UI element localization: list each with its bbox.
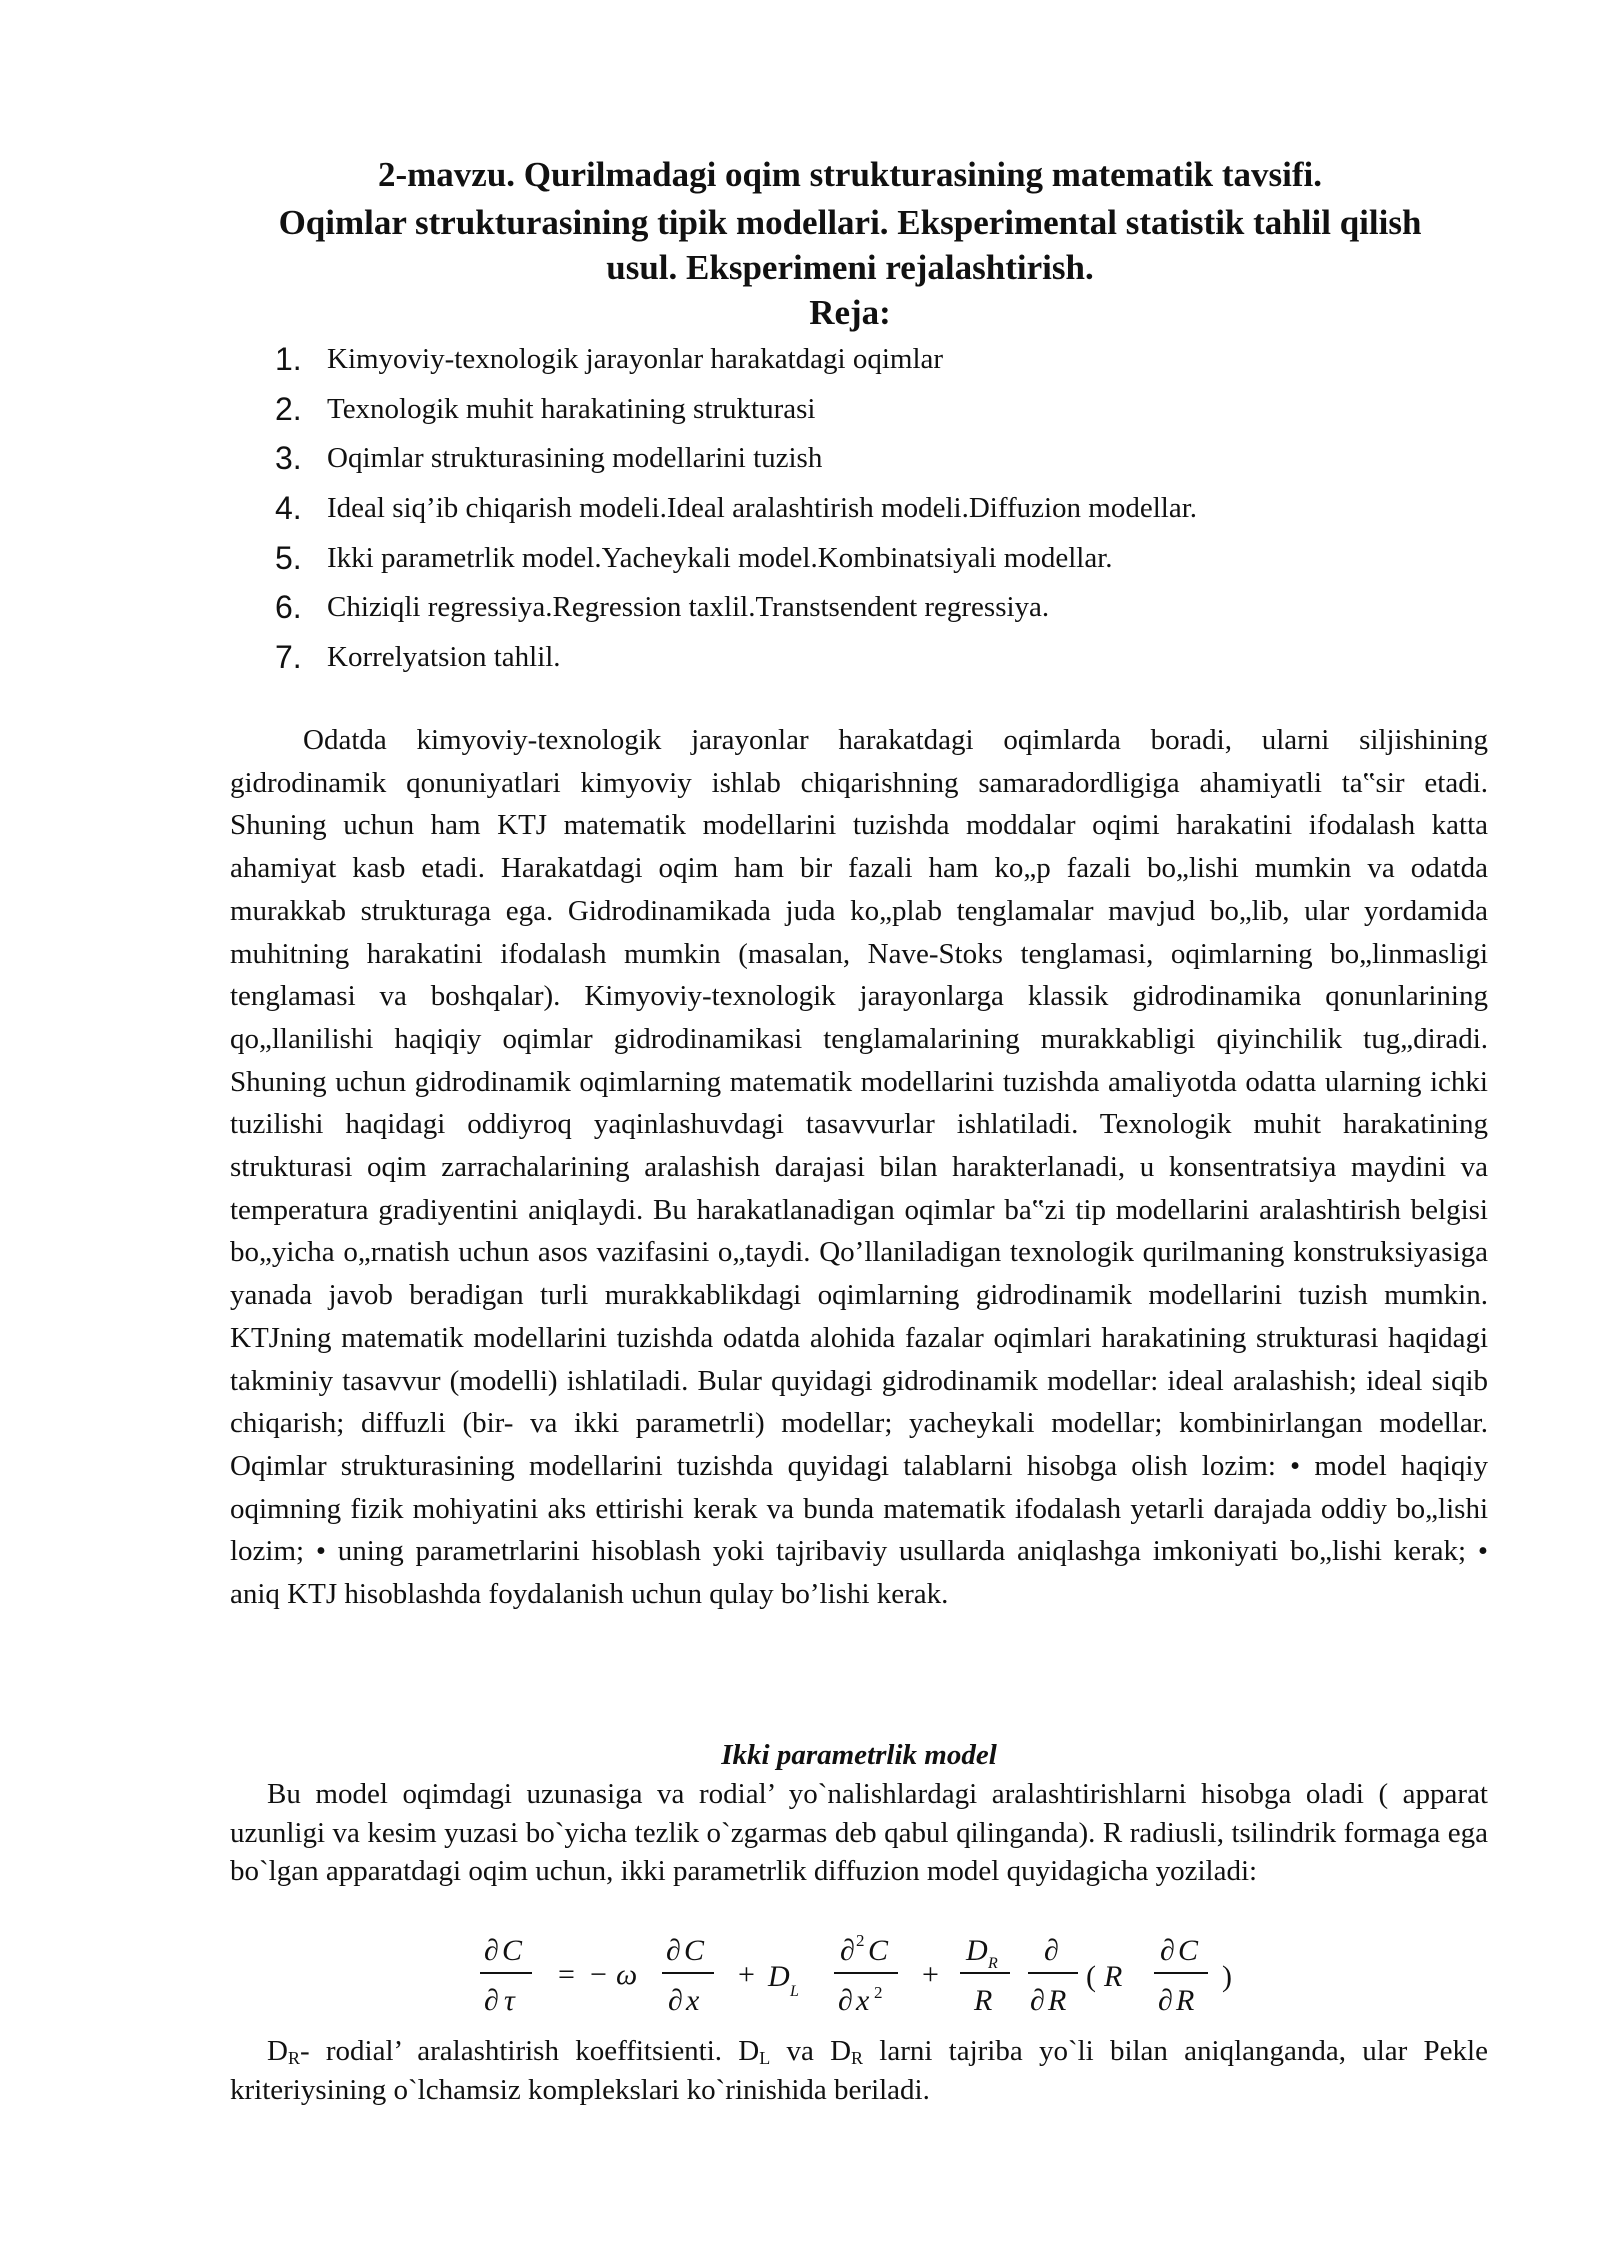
formula-plus: +: [922, 1958, 939, 1991]
subscript-l: L: [759, 2048, 771, 2068]
symbol-d: D: [267, 2035, 288, 2067]
formula-partial: ∂: [838, 1984, 853, 2017]
title-line-3: usul. Eksperimeni rejalashtirish.: [606, 248, 1094, 287]
formula-r: R: [1048, 1984, 1067, 2017]
section-heading: Ikki parametrlik model: [721, 1739, 997, 1771]
formula-lparen: (: [1086, 1960, 1096, 1993]
formula-x: x: [686, 1984, 700, 2017]
formula-plus: +: [738, 1958, 755, 1991]
formula-tau: τ: [504, 1984, 515, 2017]
formula-omega: ω: [616, 1958, 638, 1991]
final-paragraph: [230, 2032, 1488, 2109]
formula-x: x: [856, 1984, 870, 2017]
title-line-1: 2-mavzu. Qurilmadagi oqim strukturasining matematik tavsifi.: [377, 155, 1323, 194]
plan-item-number: 3.: [275, 440, 302, 477]
formula-partial: ∂: [1044, 1934, 1059, 1967]
formula-r: R: [1176, 1984, 1195, 2017]
formula-equals: =: [558, 1958, 575, 1991]
formula-c: C: [502, 1934, 523, 1967]
formula-partial: ∂: [484, 1934, 499, 1967]
title-line-2: Oqimlar strukturasining tipik modellari. Eksperimental statistik tahlil qilish: [278, 203, 1422, 242]
main-paragraph: Odatda kimyoviy-texnologik jarayonlar harakatdagi oqimlarda boradi, ularni siljishining gidrodinamik qonuniyatlari kimyoviy ishlab chiqarishning samaradordligiga ahamiyatli ta‟sir etadi. Shuning uchun ham KTJ matematik modellarini tuzishda moddalar oqimi harakatini ifodalash katta ahamiyat kasb etadi. Harakatdagi oqim ham bir fazali ham ko„p fazali bo„lishi mumkin va odatda murakkab strukturaga ega. Gidrodinamikada juda ko„plab tenglamalar mavjud bo„lib, ular yordamida muhitning harakatini ifodalash mumkin (masalan, Nave-Stoks tenglamasi, oqimlarning bo„linmasligi tenglamasi va boshqalar). Kimyoviy-texnologik jarayonlarga klassik gidrodinamika qonunlarining qo„llanilishi haqiqiy oqimlar gidrodinamikasi tenglamalarining murakkabligi qiyinchilik tug„diradi. Shuning uchun gidrodinamik oqimlarning matematik modellarini tuzishda amaliyotda odatta ularning ichki tuzilishi haqidagi oddiyroq yaqinlashuvdagi tasavvurlar ishlatiladi. Texnologik muhit harakatining strukturasi oqim zarrachalarining aralashish darajasi bilan harakterlanadi, u konsentratsiya maydini va temperatura gradiyentini aniqlaydi. Bu harakatlanadigan oqimlar ba‟zi tip modellarini aralashtirish belgisi bo„yicha o„rnatish uchun asos vazifasini o„taydi. Qo’llaniladigan texnologik qurilmaning konstruksiyasiga yanada javob beradigan turli murakkablikdagi oqimlarning gidrodinamik modellarini tuzish mumkin. KTJning matematik modellarini tuzishda odatda alohida fazalar oqimlari harakatining strukturasi haqidagi takminiy tasavvur (modelli) ishlatiladi. Bular quyidagi gidrodinamik modellar: ideal aralashish; ideal siqib chiqarish; diffuzli (bir- va ikki parametrli) modellar; yacheykali modellar; kombinirlangan modellar. Oqimlar strukturasining modellarini tuzishda quyidagi talablarni hisobga olish lozim: • model haqiqiy oqimning fizik mohiyatini aks ettirishi kerak va bunda matematik ifodalash yetarli darajada oddiy bo„lishi lozim; • uning parametrlarini hisoblash yoki tajribaviy usullarda aniqlashga imkoniyati bo„lishi kerak; • aniq KTJ hisoblashda foydalanish uchun qulay bo’lishi kerak.: [230, 724, 1488, 1611]
plan-item-number: 4.: [275, 490, 302, 527]
formula-partial: ∂: [1030, 1984, 1045, 2017]
plan-item-text: Chiziqli regressiya.Regression taxlil.Transtsendent regressiya.: [327, 591, 1050, 624]
plan-item-number: 7.: [275, 639, 302, 676]
final-text-2: va D: [770, 2035, 852, 2067]
formula-exponent: 2: [874, 1983, 883, 2002]
formula-partial: ∂: [1160, 1934, 1175, 1967]
plan-item-text: Korrelyatsion tahlil.: [327, 641, 561, 674]
plan-heading: Reja:: [809, 293, 891, 332]
formula-partial: ∂: [840, 1934, 855, 1967]
formula-svg: [470, 1928, 1260, 2018]
subscript-r: R: [287, 2048, 300, 2068]
formula-minus: −: [590, 1958, 607, 1991]
plan-item-text: Texnologik muhit harakatining strukturasi: [327, 392, 816, 425]
formula-exponent: 2: [856, 1931, 865, 1950]
formula-r: R: [974, 1984, 993, 2017]
final-text-1: - rodial’ aralashtirish koeffitsienti. D: [299, 2035, 760, 2067]
section-paragraph: Bu model oqimdagi uzunasiga va rodial’ yo`nalishlardagi aralashtirishlarni hisobga oladi ( apparat uzunligi va kesim yuzasi bo`yicha tezlik o`zgarmas deb qabul qilinganda). R radiusli, tsilindrik formaga ega bo`lgan apparatdagi oqim uchun, ikki parametrlik diffuzion model quyidagicha yoziladi:: [230, 1778, 1488, 1887]
diffusion-model-formula: [470, 1928, 1260, 2018]
formula-rparen: ): [1222, 1960, 1232, 1993]
final-text-3: larni tajriba yo`li bilan aniqlanganda, ular Pekle kriteriysining o`lchamsiz komplekslari ko`rinishida beriladi.: [230, 2035, 1488, 2106]
formula-partial: ∂: [668, 1984, 683, 2017]
plan-item-text: Kimyoviy-texnologik jarayonlar harakatdagi oqimlar: [327, 343, 944, 375]
formula-sub-l: L: [790, 1983, 799, 2000]
formula-partial: ∂: [484, 1984, 499, 2017]
formula-r: R: [1104, 1960, 1123, 1993]
formula-partial: ∂: [1158, 1984, 1173, 2017]
plan-item-text: Ideal siq’ib chiqarish modeli.Ideal aralashtirish modeli.Diffuzion modellar.: [327, 492, 1198, 525]
plan-item-number: 2.: [275, 390, 302, 427]
formula-c: C: [684, 1934, 705, 1967]
plan-item-number: 1.: [275, 341, 302, 377]
plan-item-text: Ikki parametrlik model.Yacheykali model.Kombinatsiyali modellar.: [327, 541, 1113, 574]
formula-d: D: [768, 1960, 790, 1993]
formula-d: D: [966, 1934, 988, 1967]
formula-c: C: [1178, 1934, 1199, 1967]
formula-partial: ∂: [666, 1934, 681, 1967]
formula-c: C: [868, 1934, 889, 1967]
subscript-r: R: [851, 2048, 864, 2068]
formula-sub-r: R: [988, 1955, 998, 1972]
plan-item-text: Oqimlar strukturasining modellarini tuzish: [327, 442, 823, 475]
plan-item-number: 6.: [275, 589, 302, 626]
plan-item-number: 5.: [275, 539, 302, 576]
